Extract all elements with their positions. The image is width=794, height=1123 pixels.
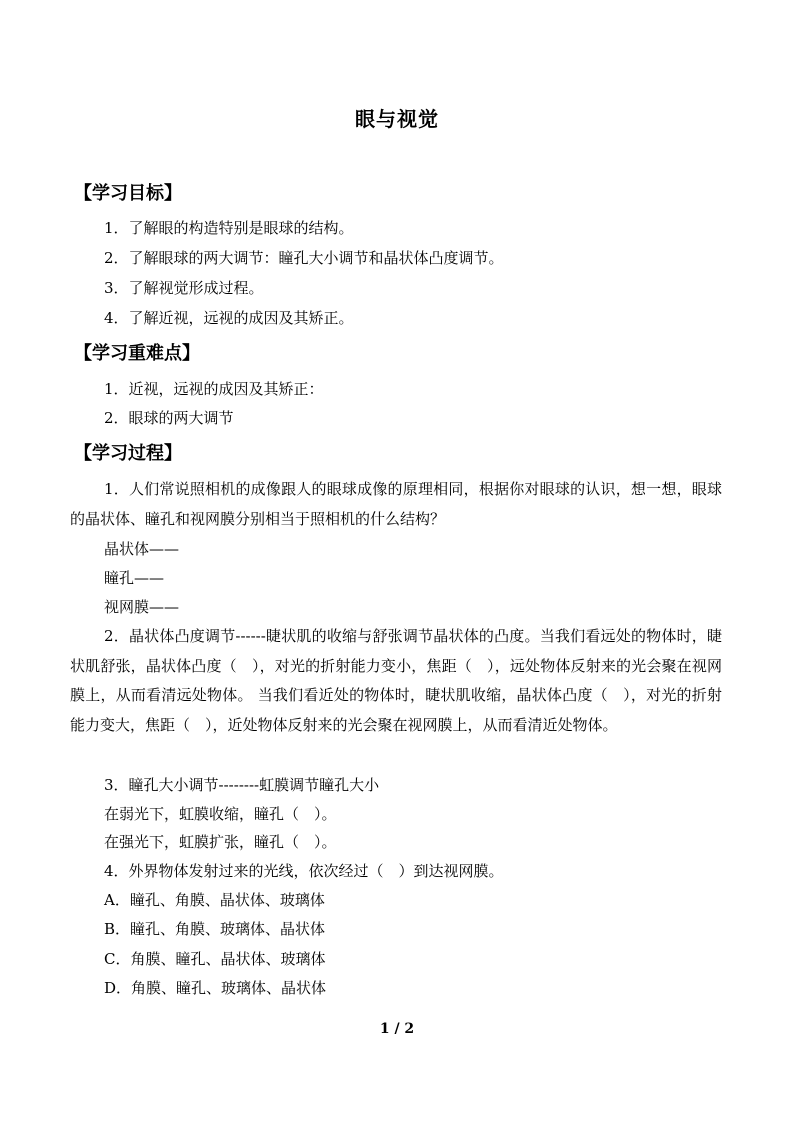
question-1: 1．人们常说照相机的成像跟人的眼球成像的原理相同，根据你对眼球的认识，想一想，眼球的晶状体、瞳孔和视网膜分别相当于照相机的什么结构？ bbox=[70, 480, 722, 528]
goal-item: 2．了解眼球的两大调节：瞳孔大小调节和晶状体凸度调节。 bbox=[104, 249, 504, 267]
option-d: D．角膜、瞳孔、玻璃体、晶状体 bbox=[104, 979, 327, 997]
answer-line: 瞳孔—— bbox=[104, 569, 165, 587]
question-3-line: 在弱光下，虹膜收缩，瞳孔（ ）。 bbox=[104, 805, 337, 823]
answer-line: 晶状体—— bbox=[104, 540, 180, 558]
section-heading-goals: 【学习目标】 bbox=[74, 183, 182, 204]
question-3-line: 在强光下，虹膜扩张，瞳孔（ ）。 bbox=[104, 833, 337, 851]
question-3: 3．瞳孔大小调节--------虹膜调节瞳孔大小 bbox=[104, 776, 380, 794]
option-a: A．瞳孔、角膜、晶状体、玻璃体 bbox=[104, 891, 325, 909]
option-b: B．瞳孔、角膜、玻璃体、晶状体 bbox=[104, 920, 326, 938]
key-point-item: 2．眼球的两大调节 bbox=[104, 409, 234, 427]
answer-line: 视网膜—— bbox=[104, 598, 180, 616]
goal-item: 4．了解近视，远视的成因及其矫正。 bbox=[104, 309, 354, 327]
section-heading-key-points: 【学习重难点】 bbox=[74, 343, 200, 364]
goal-item: 1．了解眼的构造特别是眼球的结构。 bbox=[104, 219, 354, 237]
question-4: 4．外界物体发射过来的光线，依次经过（ ）到达视网膜。 bbox=[104, 862, 504, 880]
goal-item: 3．了解视觉形成过程。 bbox=[104, 279, 264, 297]
question-2: 2．晶状体凸度调节------睫状肌的收缩与舒张调节晶状体的凸度。当我们看远处的物体时，睫状肌舒张，晶状体凸度（ ），对光的折射能力变小，焦距（ ），远处物体反射来的光会聚在视网膜上，从而看清远处物体。 当我们看近处的物体时，睫状肌收缩，晶状体凸度（ ），对光的折射能力变大，焦距（ ），近处物体反射来的光会聚在视网膜上，从而看清近处物体。 bbox=[70, 627, 722, 734]
document-title: 眼与视觉 bbox=[355, 107, 439, 131]
page-number: 1 / 2 bbox=[379, 1021, 415, 1037]
section-heading-process: 【学习过程】 bbox=[74, 443, 182, 464]
option-c: C．角膜、瞳孔、晶状体、玻璃体 bbox=[104, 950, 326, 968]
key-point-item: 1．近视，远视的成因及其矫正： bbox=[104, 380, 324, 398]
